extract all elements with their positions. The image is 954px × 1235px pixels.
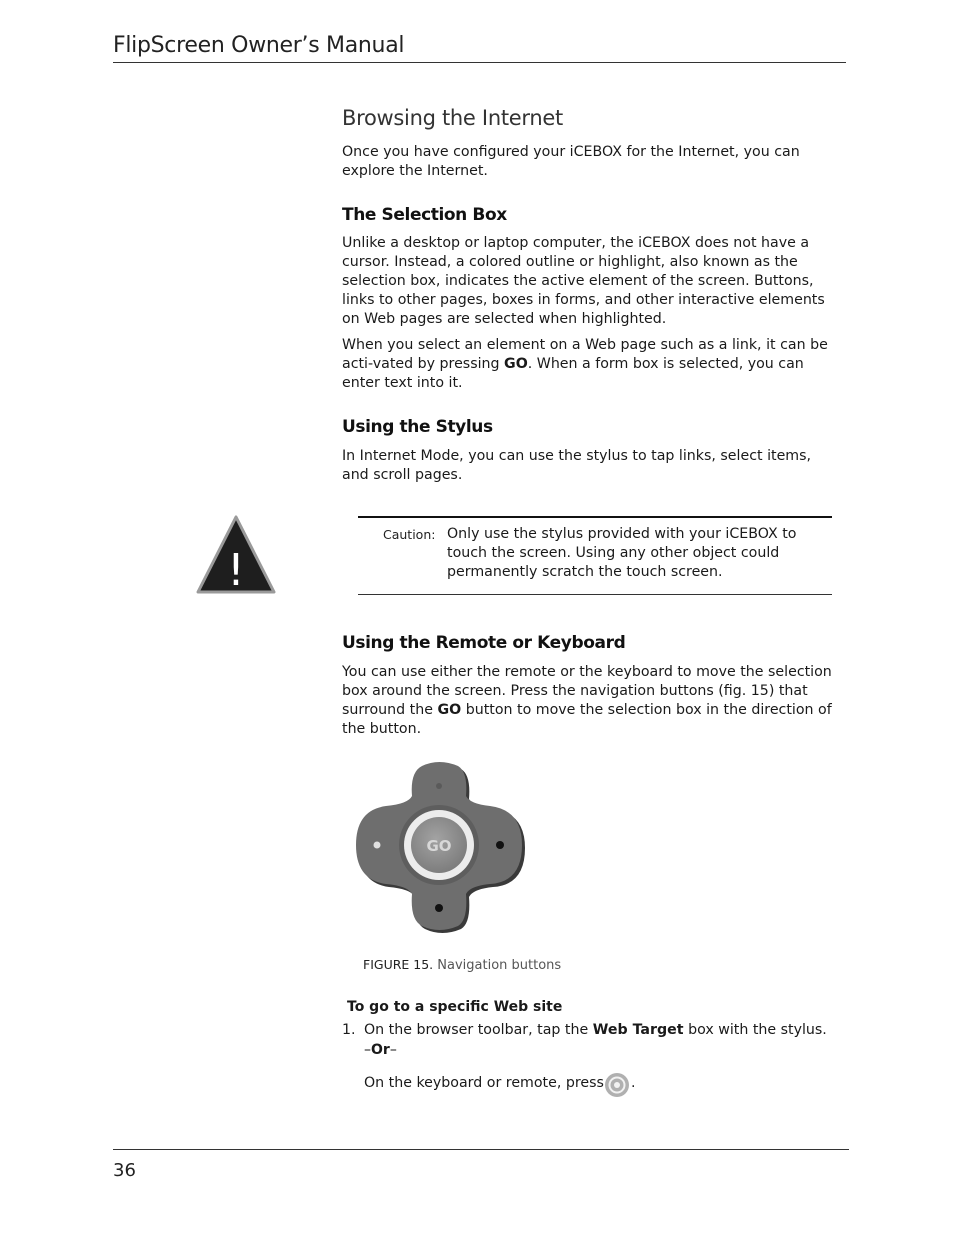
figure-number: FIGURE 15.: [363, 957, 434, 972]
step-before: On the browser toolbar, tap the: [364, 1022, 593, 1038]
period: .: [631, 1075, 636, 1091]
selection-box-text1: Unlike a desktop or laptop computer, the iCEBOX does not have a cursor. Instead, a colored outline or highlight, also known as the selection box, indicates the active element of the screen. Buttons, links to other pages, boxes in forms, and other interactive elements on Web pages are selected when highlighted.: [342, 235, 825, 327]
or-separator: –Or–: [364, 1042, 397, 1058]
web-target-button-icon: [604, 1072, 630, 1102]
para2-after: . When a form box is selected, you can enter text into it.: [342, 356, 804, 391]
caution-text: Only use the stylus provided with your iCEBOX to touch the screen. Using any other object could permanently scratch the touch screen.: [447, 526, 797, 580]
remote-before: You can use either the remote or the keyboard to move the selection box around the screen. Press the navigation buttons (fig. 15) that surround the: [342, 664, 832, 718]
header-rule: [113, 62, 846, 63]
selection-box-para2: [342, 336, 842, 393]
stylus-paragraph: [342, 447, 842, 485]
step-number: 1.: [342, 1022, 356, 1038]
remote-paragraph: [342, 663, 842, 739]
caution-bottom-rule: [358, 594, 832, 595]
step-after: box with the stylus.: [683, 1022, 827, 1038]
web-target-keyword: Web Target: [592, 1022, 684, 1038]
caution-label: Caution:: [383, 527, 436, 542]
footer-rule: [113, 1149, 849, 1150]
navigation-buttons-figure: [352, 760, 527, 939]
stylus-heading: Using the Stylus: [342, 417, 493, 437]
section-title: Browsing the Internet: [342, 106, 563, 130]
step-alternate-text: On the keyboard or remote, press: [364, 1075, 604, 1091]
figure-caption: [363, 957, 561, 973]
step-text: [364, 1022, 827, 1038]
remote-after: button to move the selection box in the direction of the button.: [342, 702, 832, 737]
para2-before: When you select an element on a Web page such as a link, it can be acti-vated by pressing: [342, 337, 828, 372]
page-number: 36: [113, 1160, 136, 1181]
svg-text:GO: GO: [426, 837, 452, 855]
remote-heading: Using the Remote or Keyboard: [342, 633, 626, 653]
procedure-title: To go to a specific Web site: [347, 999, 563, 1015]
intro-paragraph: [342, 143, 842, 181]
intro-text: Once you have configured your iCEBOX for the Internet, you can explore the Internet.: [342, 144, 800, 179]
selection-box-para1: [342, 234, 842, 329]
figure-caption-text: Navigation buttons: [437, 958, 562, 973]
running-header: FlipScreen Owner’s Manual: [113, 33, 405, 58]
caution-top-rule: [358, 516, 832, 518]
selection-box-heading: The Selection Box: [342, 205, 507, 225]
svg-text:!: !: [227, 545, 245, 595]
go-keyword: GO: [504, 356, 528, 372]
warning-triangle-icon: [196, 515, 276, 599]
go-keyword-2: GO: [437, 702, 462, 718]
stylus-text: In Internet Mode, you can use the stylus to tap links, select items, and scroll pages.: [342, 448, 812, 483]
selection-box-text2: [342, 336, 842, 393]
remote-text: [342, 663, 842, 739]
